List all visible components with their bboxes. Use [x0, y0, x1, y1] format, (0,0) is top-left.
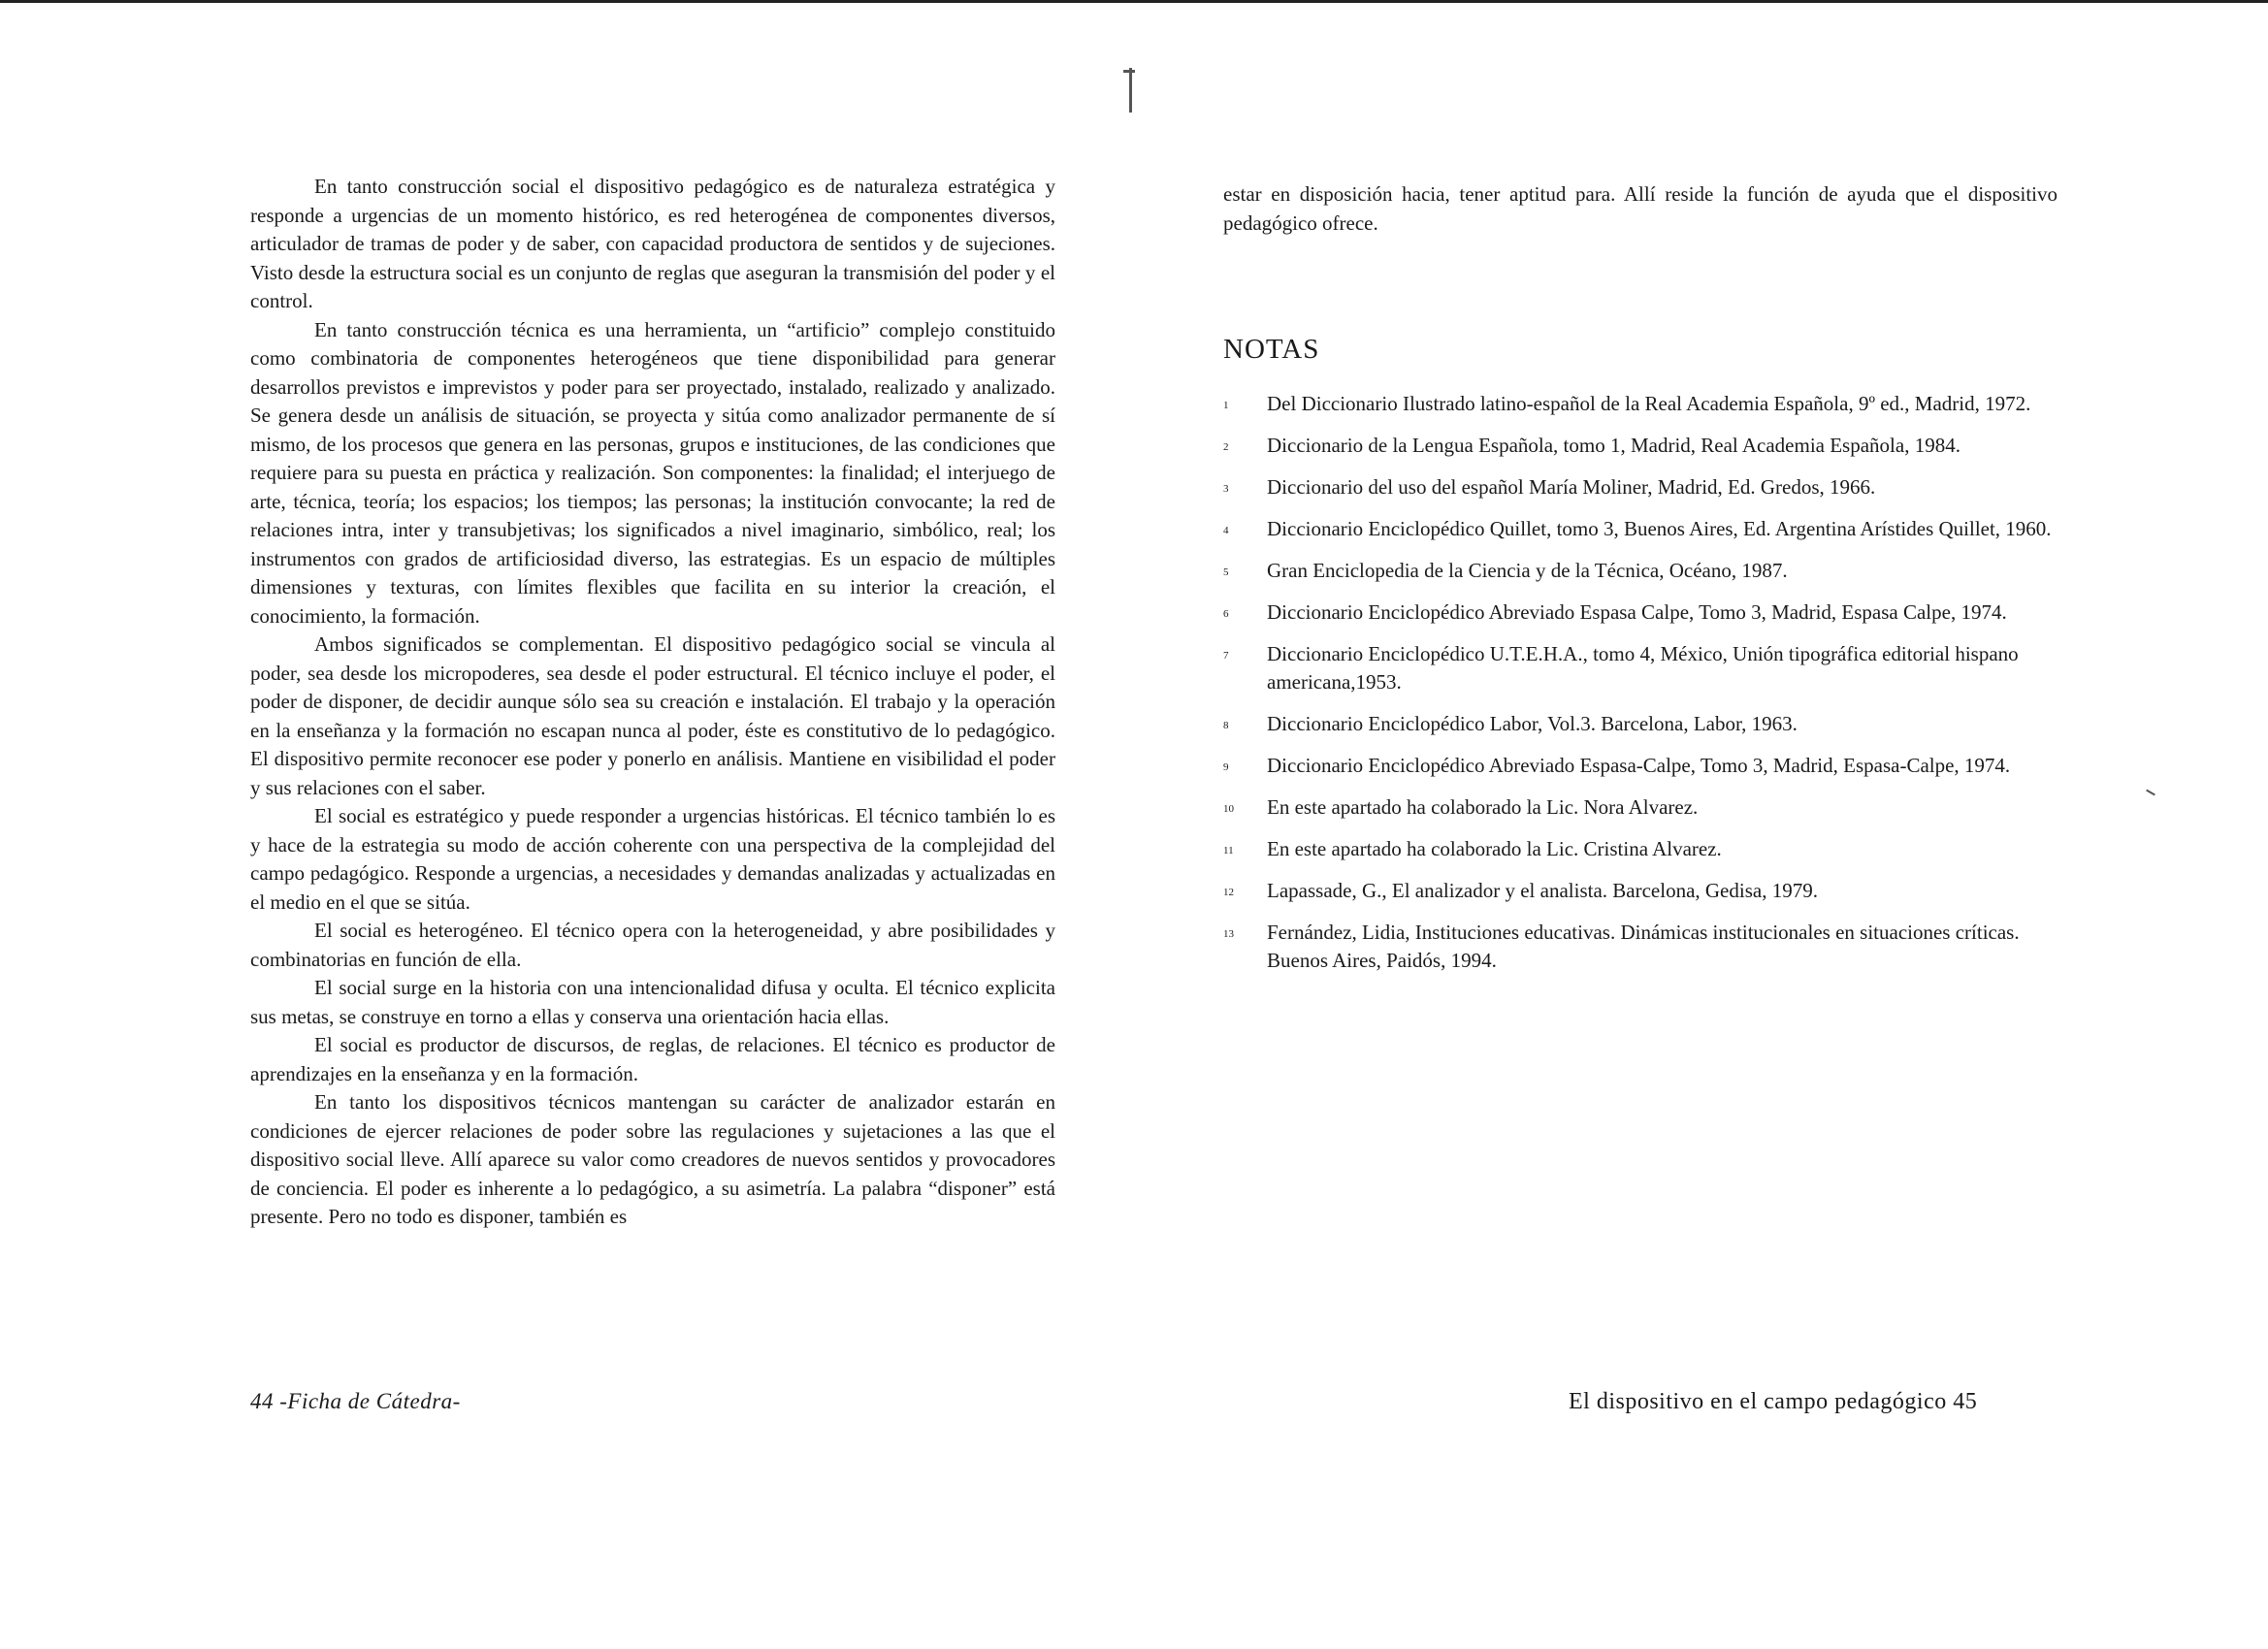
note-number: 6: [1223, 608, 1229, 620]
notes-heading: NOTAS: [1223, 334, 1320, 365]
note-text: Diccionario Enciclopédico Labor, Vol.3. Barcelona, Labor, 1963.: [1267, 712, 1798, 735]
note-text: Diccionario del uso del español María Moliner, Madrid, Ed. Gredos, 1966.: [1267, 475, 1876, 499]
left-page-footer: 44 -Ficha de Cátedra-: [250, 1389, 461, 1413]
note-item: [1223, 432, 2057, 460]
note-number: 5: [1223, 566, 1229, 578]
note-number: 3: [1223, 483, 1229, 495]
note-item: [1223, 473, 2057, 501]
note-item: [1223, 557, 2057, 585]
note-number: 7: [1223, 650, 1229, 662]
paragraph: El social surge en la historia con una intencionalidad difusa y oculta. El técnico explicita sus metas, se construye en torno a ellas y conserva una orientación hacia ellas.: [250, 976, 1055, 1028]
note-item: [1223, 390, 2057, 418]
note-text: En este apartado ha colaborado la Lic. Cristina Alvarez.: [1267, 837, 1722, 860]
note-item: [1223, 793, 2057, 822]
paragraph: Ambos significados se complementan. El dispositivo pedagógico social se vincula al poder, sea desde los micropoderes, sea desde el poder estructural. El técnico incluye el poder, el poder de disponer, de decidir aunque sólo sea su creación e instalación. El trabajo y la operación en la enseñanza y la formación no escapan nunca al poder, éste es constitutivo de lo pedagógico. El dispositivo permite reconocer ese poder y ponerlo en análisis. Mantiene en visibilidad el poder y sus relaciones con el saber.: [250, 632, 1055, 799]
note-item: [1223, 598, 2057, 627]
note-number: 11: [1223, 845, 1234, 857]
note-number: 2: [1223, 441, 1229, 453]
note-number: 1: [1223, 400, 1229, 411]
note-item: [1223, 835, 2057, 863]
note-text: Lapassade, G., El analizador y el analista. Barcelona, Gedisa, 1979.: [1267, 879, 1818, 902]
note-number: 10: [1223, 803, 1234, 815]
note-number: 9: [1223, 761, 1229, 773]
note-text: Gran Enciclopedia de la Ciencia y de la Técnica, Océano, 1987.: [1267, 559, 1788, 582]
paragraph: En tanto los dispositivos técnicos mantengan su carácter de analizador estarán en condiciones de ejercer relaciones de poder sobre las regulaciones y sujetaciones a las que el dispositivo social lleve. Allí aparece su valor como creadores de nuevos sentidos y provocadores de conciencia. El poder es inherente a lo pedagógico, a su asimetría. La palabra “disponer” está presente. Pero no todo es disponer, también es: [250, 1090, 1055, 1228]
paragraph: En tanto construcción social el dispositivo pedagógico es de naturaleza estratégica y responde a urgencias de un momento histórico, es red heterogénea de componentes diversos, articulador de tramas de poder y de saber, con capacidad productora de sentidos y de sujeciones. Visto desde la estructura social es un conjunto de reglas que aseguran la transmisión del poder y el control.: [250, 175, 1055, 312]
note-item: [1223, 877, 2057, 905]
note-number: 8: [1223, 720, 1229, 731]
note-item: [1223, 919, 2057, 975]
note-text: Diccionario Enciclopédico Abreviado Espasa Calpe, Tomo 3, Madrid, Espasa Calpe, 1974.: [1267, 600, 2007, 624]
right-page-footer: El dispositivo en el campo pedagógico 45: [1569, 1389, 1978, 1414]
note-number: 12: [1223, 887, 1234, 898]
notes-list: [1223, 390, 2057, 988]
note-item: [1223, 710, 2057, 738]
note-text: Fernández, Lidia, Instituciones educativas. Dinámicas institucionales en situaciones críticas. Buenos Aires, Paidós, 1994.: [1267, 921, 2020, 972]
paragraph: En tanto construcción técnica es una herramienta, un “artificio” complejo constituido como combinatoria de componentes heterogéneos que tiene disponibilidad para generar desarrollos previstos e imprevistos y poder para ser proyectado, instalado, realizado y analizado. Se genera desde un análisis de situación, se proyecta y sitúa como analizador permanente de sí mismo, de los procesos que genera en las personas, grupos e instituciones, de las condiciones que requiere para su puesta en práctica y realización. Son componentes: la finalidad; el interjuego de arte, técnica, teoría; los espacios; los tiempos; las personas; la institución convocante; la red de relaciones intra, inter y transubjetivas; los significados a nivel imaginario, simbólico, real; los instrumentos con grados de artificiosidad diverso, las estrategias. Es un espacio de múltiples dimensiones y texturas, con límites flexibles que facilita en su interior la creación, el conocimiento, la formación.: [250, 317, 1055, 628]
left-body-text: [250, 173, 1055, 1232]
note-item: [1223, 752, 2057, 780]
right-page: [1134, 0, 2268, 1649]
note-number: 13: [1223, 928, 1234, 940]
note-item: [1223, 515, 2057, 543]
note-item: [1223, 640, 2057, 696]
note-text: Diccionario Enciclopédico U.T.E.H.A., tomo 4, México, Unión tipográfica editorial hispano americana,1953.: [1267, 642, 2019, 694]
note-text: Diccionario Enciclopédico Quillet, tomo 3, Buenos Aires, Ed. Argentina Arístides Quillet, 1960.: [1267, 517, 2052, 540]
right-continuation-text: [1223, 180, 2057, 238]
note-text: En este apartado ha colaborado la Lic. Nora Alvarez.: [1267, 795, 1699, 819]
note-text: Del Diccionario Ilustrado latino-español de la Real Academia Española, 9º ed., Madrid, 1972.: [1267, 392, 2031, 415]
paragraph: El social es heterogéneo. El técnico opera con la heterogeneidad, y abre posibilidades y combinatorias en función de ella.: [250, 919, 1055, 971]
paragraph: El social es productor de discursos, de reglas, de relaciones. El técnico es productor de aprendizajes en la enseñanza y en la formación.: [250, 1033, 1055, 1085]
paragraph: El social es estratégico y puede responder a urgencias históricas. El técnico también lo es y hace de la estrategia su modo de acción coherente con una perspectiva de la complejidad del campo pedagógico. Responde a urgencias, a necesidades y demandas analizadas y actualizadas en el medio en el que se sitúa.: [250, 804, 1055, 914]
paragraph: estar en disposición hacia, tener aptitud para. Allí reside la función de ayuda que el dispositivo pedagógico ofrece.: [1223, 182, 2057, 235]
note-number: 4: [1223, 525, 1229, 536]
note-text: Diccionario Enciclopédico Abreviado Espasa-Calpe, Tomo 3, Madrid, Espasa-Calpe, 1974.: [1267, 754, 2011, 777]
note-text: Diccionario de la Lengua Española, tomo 1, Madrid, Real Academia Española, 1984.: [1267, 434, 1960, 457]
